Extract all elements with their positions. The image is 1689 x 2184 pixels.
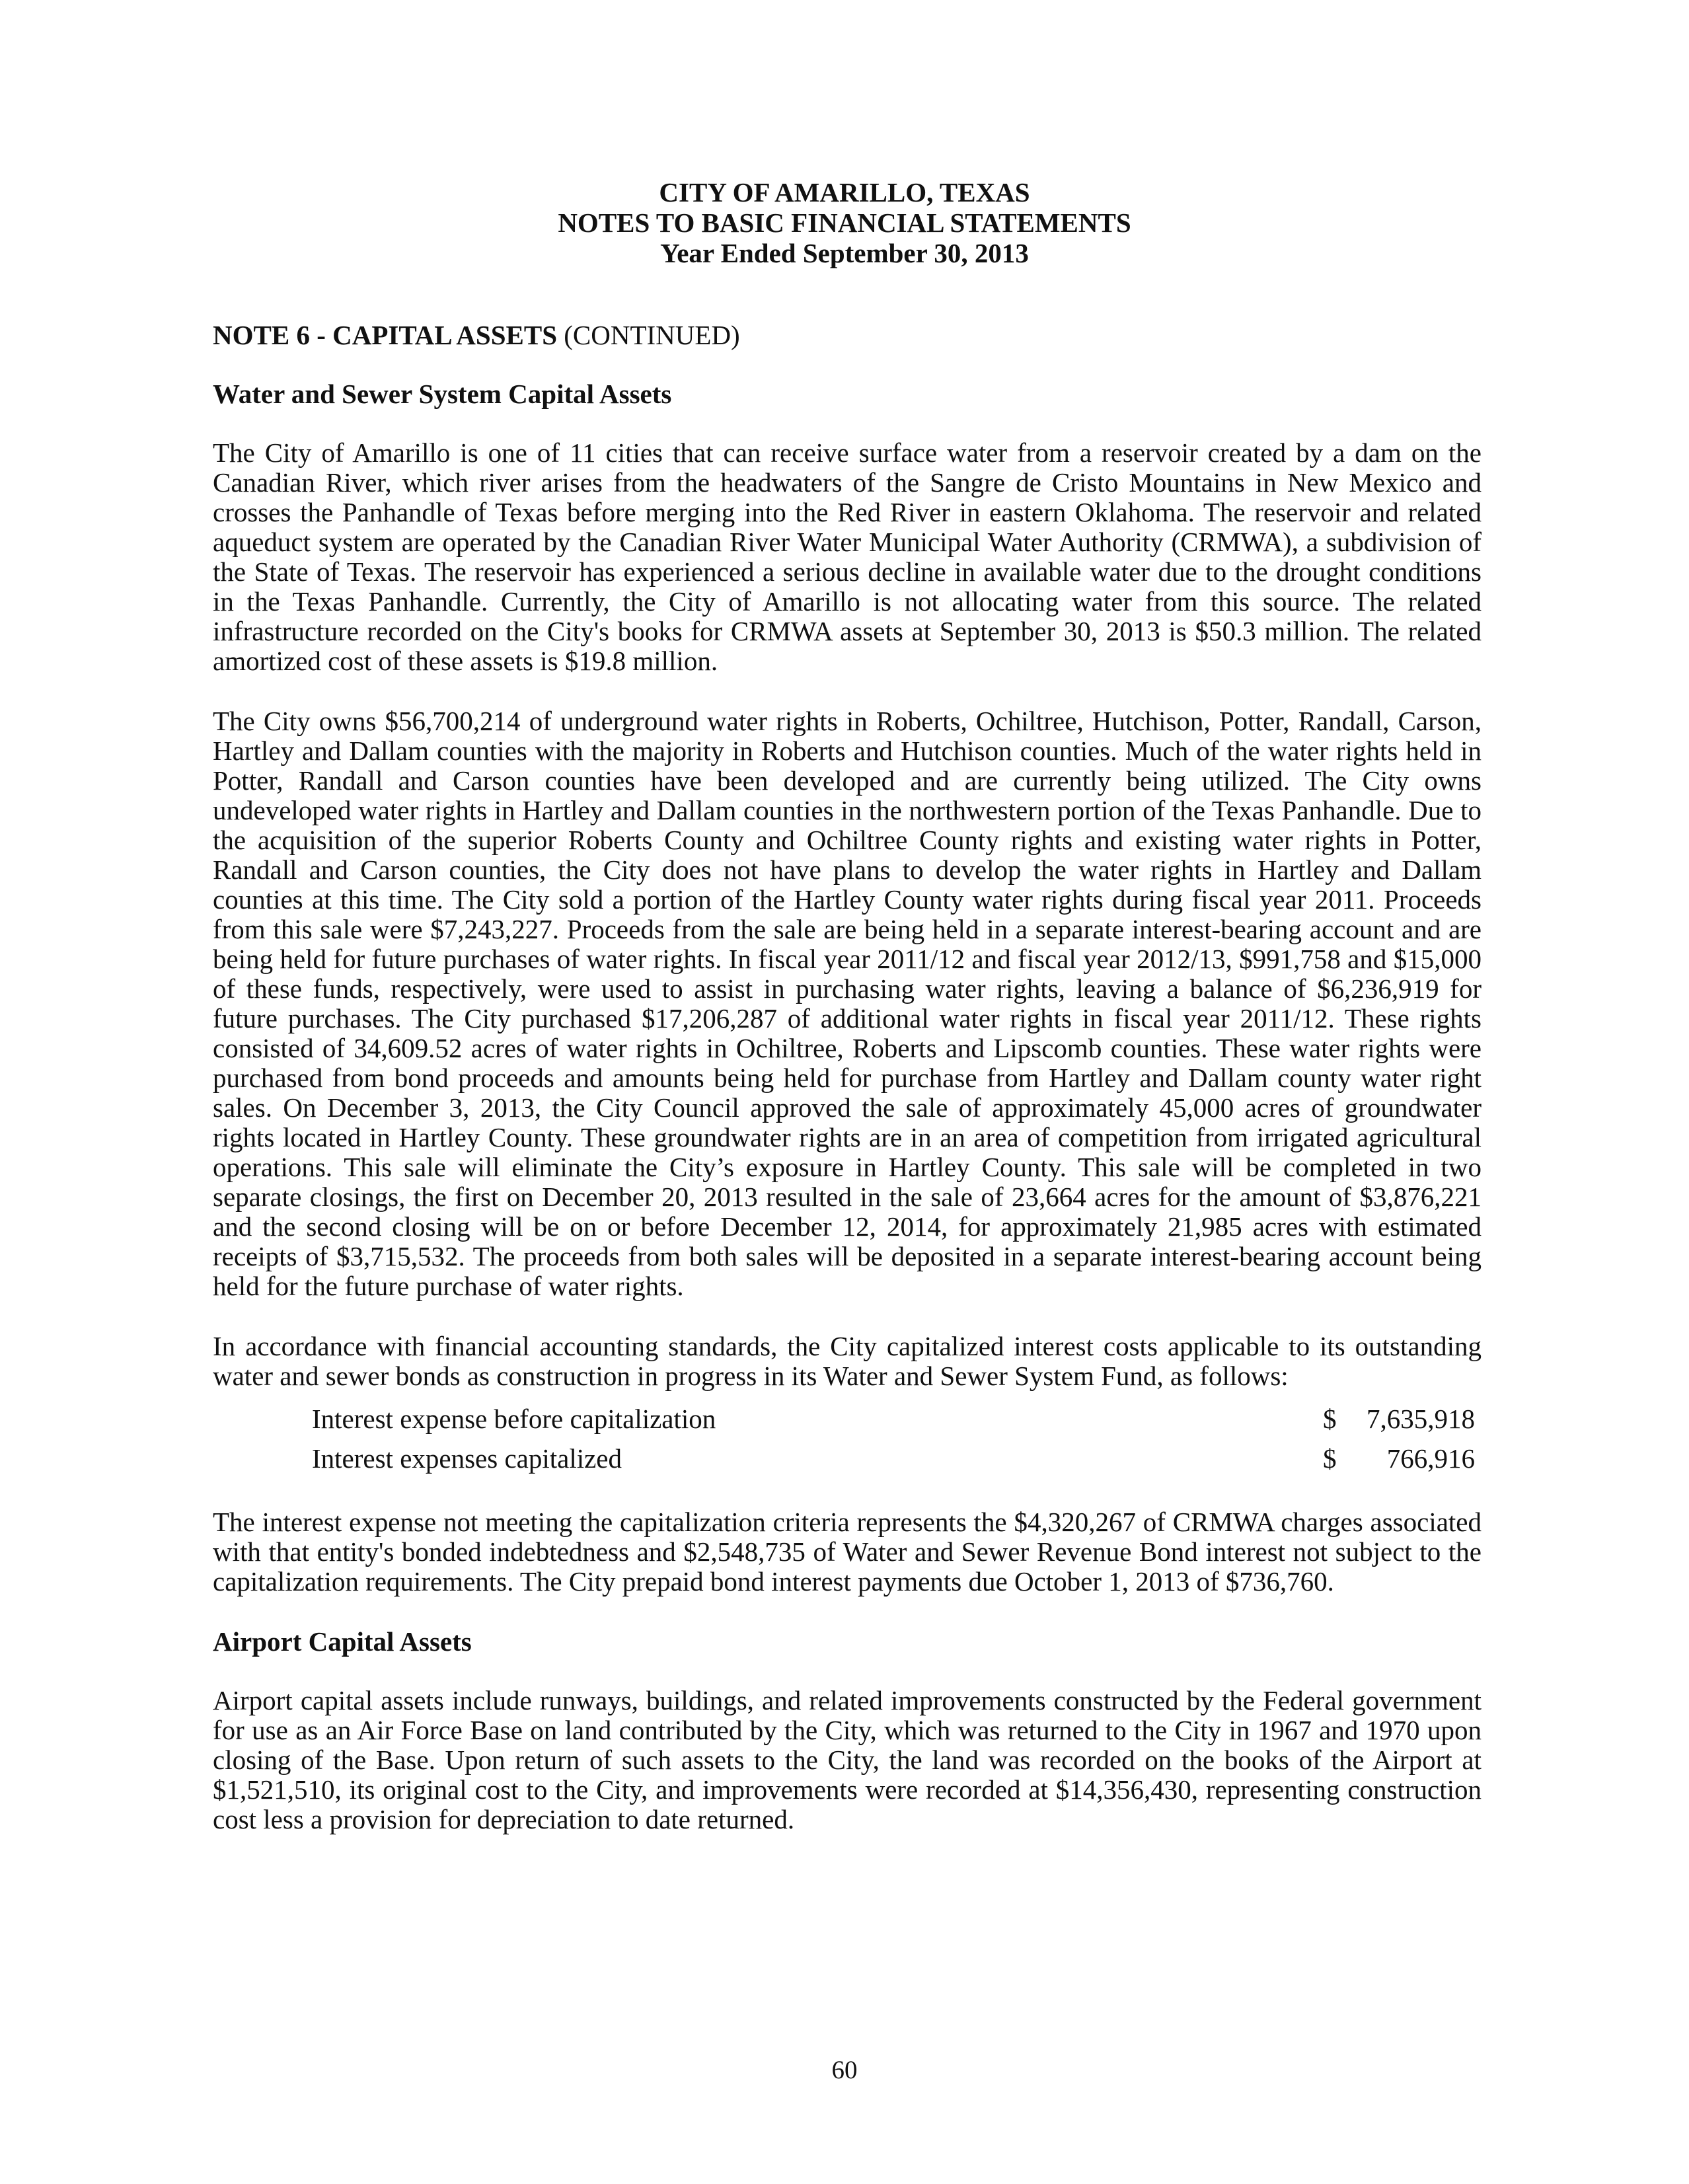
note-title-continued: (CONTINUED) <box>564 320 740 350</box>
water-sewer-paragraph-2: The City owns $56,700,214 of underground water rights in Roberts, Ochiltree, Hutchison, Potter, Randall, Carson, Hartley and Dallam counties with the majority in Roberts and Hutchison counties. Much of the water rights held in Potter, Randall and Carson counties have been developed and are currently being utilized. The City owns undeveloped water rights in Hartley and Dallam counties in the northwestern portion of the Texas Panhandle. Due to the acquisition of the superior Roberts County and Ochiltree County rights and existing water rights in Potter, Randall and Carson counties, the City does not have plans to develop the water rights in Hartley and Dallam counties at this time. The City sold a portion of the Hartley County water rights during fiscal year 2011. Proceeds from this sale were $7,243,227. Proceeds from the sale are being held in a separate interest-bearing account and are being held for future purchases of water rights. In fiscal year 2011/12 and fiscal year 2012/13, $991,758 and $15,000 of these funds, respectively, were used to assist in purchasing water rights, leaving a balance of $6,236,919 for future purchases. The City purchased $17,206,287 of additional water rights in fiscal year 2011/12. These rights consisted of 34,609.52 acres of water rights in Ochiltree, Roberts and Lipscomb counties. These water rights were purchased from bond proceeds and amounts being held for purchase from Hartley and Dallam county water right sales. On December 3, 2013, the City Council approved the sale of approximately 45,000 acres of groundwater rights located in Hartley County. These groundwater rights are in an area of competition from irrigated agricultural operations. This sale will eliminate the City’s exposure in Hartley County. This sale will be completed in two separate closings, the first on December 20, 2013 resulted in the sale of 23,664 acres for the amount of $3,876,221 and the second closing will be on or before December 12, 2014, for approximately 21,985 acres with estimated receipts of $3,715,532. The proceeds from both sales will be deposited in a separate interest-bearing account being held for the future purchase of water rights. <box>213 706 1482 1301</box>
airport-paragraph-1: Airport capital assets include runways, buildings, and related improvements constructed by the Federal government for use as an Air Force Base on land contributed by the City, which was returned to the City in 1967 and 1970 upon closing of the Base. Upon return of such assets to the City, the land was recorded on the books of the Airport at $1,521,510, its original cost to the City, and improvements were recorded at $14,356,430, representing construction cost less a provision for depreciation to date returned. <box>213 1685 1482 1834</box>
airport-heading: Airport Capital Assets <box>213 1626 472 1657</box>
interest-row-amount <box>1323 1399 1475 1439</box>
header-period: Year Ended September 30, 2013 <box>660 238 1029 268</box>
water-sewer-paragraph-4: The interest expense not meeting the capitalization criteria represents the $4,320,267 of CRMWA charges associated with that entity's bonded indebtedness and $2,548,735 of Water and Sewer Revenue Bond interest not subject to the capitalization requirements. The City prepaid bond interest payments due October 1, 2013 of $736,760. <box>213 1507 1482 1597</box>
header-city: CITY OF AMARILLO, TEXAS <box>659 177 1030 207</box>
page-number: 60 <box>831 2056 858 2084</box>
interest-row-label: Interest expense before capitalization <box>312 1404 716 1434</box>
interest-row-value: 7,635,918 <box>1367 1404 1475 1434</box>
water-sewer-heading: Water and Sewer System Capital Assets <box>213 379 672 409</box>
interest-row-label: Interest expenses capitalized <box>312 1443 622 1474</box>
interest-amounts-table <box>312 1399 1475 1478</box>
water-sewer-paragraph-3: In accordance with financial accounting standards, the City capitalized interest costs applicable to its outstanding water and sewer bonds as construction in progress in its Water and Sewer System Fund, as follows: <box>213 1331 1482 1391</box>
currency-symbol: $ <box>1323 1443 1337 1474</box>
note-title <box>213 320 1482 350</box>
water-sewer-paragraph-1: The City of Amarillo is one of 11 cities that can receive surface water from a reservoir created by a dam on the Canadian River, which river arises from the headwaters of the Sangre de Cristo Mountains in New Mexico and crosses the Panhandle of Texas before merging into the Red River in eastern Oklahoma. The reservoir and related aqueduct system are operated by the Canadian River Water Municipal Water Authority (CRMWA), a subdivision of the State of Texas. The reservoir has experienced a serious decline in available water due to the drought conditions in the Texas Panhandle. Currently, the City of Amarillo is not allocating water from this source. The related infrastructure recorded on the City's books for CRMWA assets at September 30, 2013 is $50.3 million. The related amortized cost of these assets is $19.8 million. <box>213 437 1482 676</box>
interest-row <box>312 1439 1475 1478</box>
header-title: NOTES TO BASIC FINANCIAL STATEMENTS <box>558 207 1131 238</box>
document-header <box>0 177 1689 268</box>
currency-symbol: $ <box>1323 1404 1337 1434</box>
note-title-main: NOTE 6 - CAPITAL ASSETS <box>213 320 558 350</box>
interest-row-amount <box>1323 1439 1475 1478</box>
document-body <box>213 320 1482 1865</box>
interest-row <box>312 1399 1475 1439</box>
interest-row-value: 766,916 <box>1386 1443 1475 1474</box>
